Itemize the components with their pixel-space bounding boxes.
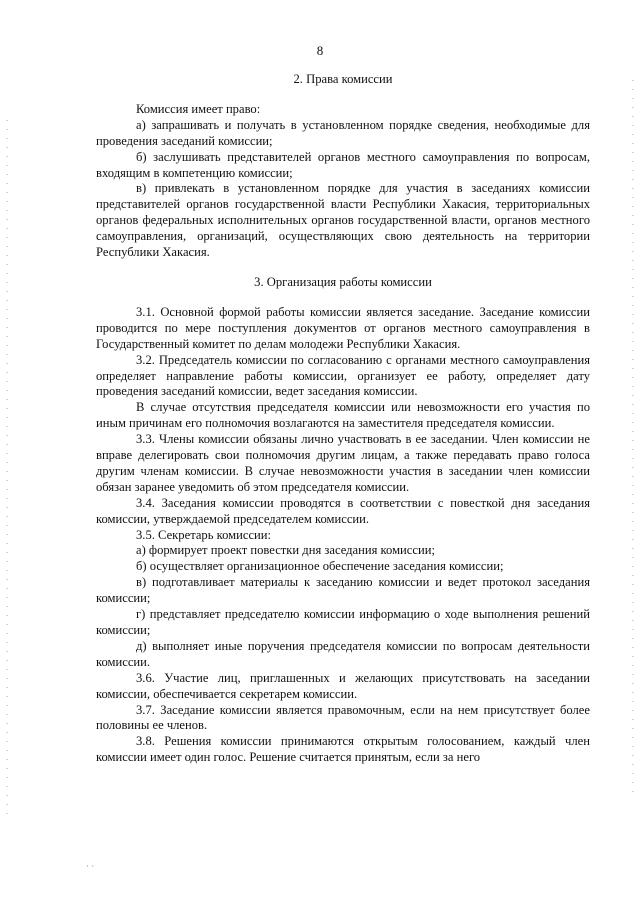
section-3-paragraph: 3.5. Секретарь комиссии: [136, 527, 272, 542]
scan-mark: · · [86, 861, 95, 871]
section-3-paragraph: 3.2. Председатель комиссии по согласованию с органами местного самоуправления определяет направление работы комиссии, организует ее работу, определяет дату проведения заседаний комиссии, ведет заседания комиссии. [96, 352, 590, 399]
page-number: 8 [316, 43, 324, 58]
section-3-paragraph: б) осуществляет организационное обеспечение заседания комиссии; [136, 559, 504, 574]
right-margin-scan-dots [632, 80, 634, 800]
section-3-paragraph: 3.3. Члены комиссии обязаны лично участвовать в ее заседании. Член комиссии не вправе делегировать свои полномочия другим лицам, а также передавать право голоса другим членам комиссии. В случае невозможности участия в заседании член комиссии обязан заранее уведомить об этом председателя комиссии. [96, 432, 590, 494]
section-3-heading: 3. Организация работы комиссии [254, 274, 432, 289]
section-2-paragraph: Комиссия имеет право: [136, 101, 261, 116]
section-3-paragraph: 3.8. Решения комиссии принимаются открытым голосованием, каждый член комиссии имеет один голос. Решение считается принятым, если за него [96, 734, 590, 765]
section-3-paragraph: В случае отсутствия председателя комиссии или невозможности его участия по иным причинам его полномочия возлагаются на заместителя председателя комиссии. [96, 400, 590, 431]
section-2-heading: 2. Права комиссии [293, 72, 393, 86]
section-3-paragraph: в) подготавливает материалы к заседанию комиссии и ведет протокол заседания комиссии; [96, 575, 590, 606]
section-3-paragraph: а) формирует проект повестки дня заседания комиссии; [136, 543, 435, 558]
section-3-paragraph: 3.1. Основной формой работы комиссии является заседание. Заседание комиссии проводится по мере поступления документов от органов местного самоуправления в Государственный комитет по делам молодежи Республики Хакасия. [96, 304, 590, 351]
section-2-paragraph: в) привлекать в установленном порядке для участия в заседаниях комиссии представителей органов государственной власти Республики Хакасия, территориальных органов федеральных исполнительных органов государственной власти, органов местного самоуправления, организаций, осуществляющих свою деятельность на территории Республики Хакасия. [96, 181, 590, 260]
section-3-paragraph: 3.6. Участие лиц, приглашенных и желающих присутствовать на заседании комиссии, обеспечивается секретарем комиссии. [96, 670, 590, 701]
left-margin-scan-dots [6, 120, 8, 820]
section-3-paragraph: 3.4. Заседания комиссии проводятся в соответствии с повесткой дня заседания комиссии, утверждаемой председателем комиссии. [96, 495, 590, 526]
section-2-paragraph: б) заслушивать представителей органов местного самоуправления по вопросам, входящим в компетенцию комиссии; [96, 149, 590, 180]
section-3-paragraph: 3.7. Заседание комиссии является правомочным, если на нем присутствует более половины ее членов. [96, 702, 590, 733]
section-2-paragraph: а) запрашивать и получать в установленном порядке сведения, необходимые для проведения заседаний комиссии; [96, 117, 590, 148]
section-3-paragraph: г) представляет председателю комиссии информацию о ходе выполнения решений комиссии; [96, 607, 590, 637]
section-3-paragraph: д) выполняет иные поручения председателя комиссии по вопросам деятельности комиссии. [96, 638, 590, 669]
document-body [96, 72, 590, 766]
